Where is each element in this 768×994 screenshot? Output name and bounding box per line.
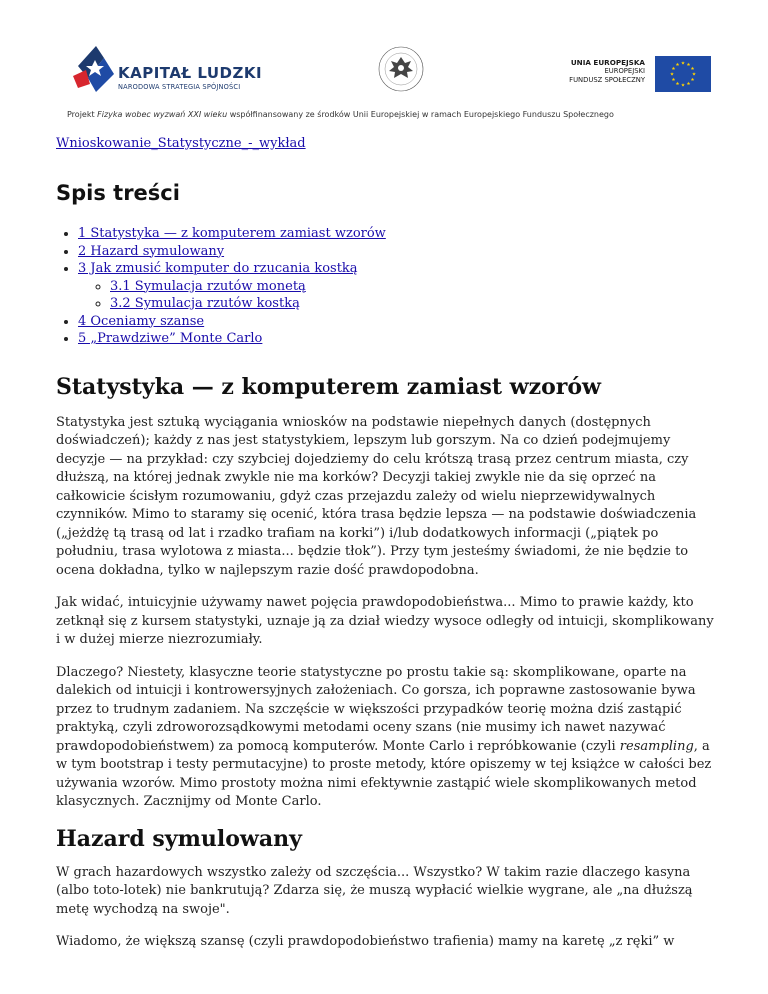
section-2-paragraph-1: W grach hazardowych wszystko zależy od szczęścia... Wszystko? W takim razie dlaczego kasyna (albo toto-lotek) nie bankrutują? Zdarza się, że muszą wypłacić wielkie wygrane, ale „na dłuższą metę wychodzą na swoje". [56,864,693,917]
university-seal-icon [376,44,426,94]
p3-part-b: , a w tym bootstrap i testy permutacyjne) to proste metody, które opiszemy w tej książce w całości bez używania wzorów. Mimo prostoty można nimi efektywnie zastąpić wiele skomplikowanych metod klasycznych. Zacznijmy od Monte Carlo. [56,738,712,809]
section-1-paragraph-1: Statystyka jest sztuką wyciągania wniosków na podstawie niepełnych danych (dostępnych doświadczeń); każdy z nas jest statystykiem, lepszym lub gorszym. Na co dzień podejmujemy decyzje — na przykład: czy szybciej dojedziemy do celu krótszą trasą przez centrum miasta, czy dłuższą, na której jednak zwykle nie ma korków? Decyzji takiej zwykle nie da się oprzeć na całkowicie ścisłym rozumowaniu, gdyż czas przejazdu zależy od wielu nieprzewidywalnych czynników. Mimo to staramy się ocenić, która trasa będzie lepsza — na podstawie doświadczenia („jeżdżę tą trasą od lat i rzadko trafiam na korki”) i/lub dodatkowych informacji („piątek po południu, trasa wylotowa z miasta... będzie tłok”). Przy tym jesteśmy świadomi, że nie będzie to ocena dokładna, tylko w najlepszym razie dość prawdopodobna. [56,414,697,578]
section-2-paragraph-2: Wiadomo, że większą szansę (czyli prawdopodobieństwo trafienia) mamy na karetę „z ręki” w [56,934,675,949]
toc-link-1[interactable]: 1 Statystyka — z komputerem zamiast wzorów [78,226,386,241]
project-title: Fizyka wobec wyzwań XXI wieku [97,110,228,119]
toc-link-3[interactable]: 3 Jak zmusić komputer do rzucania kostką [78,261,358,276]
eu-flag-icon [655,56,711,92]
eu-title: UNIA EUROPEJSKA [570,58,645,67]
breadcrumb-link[interactable]: Wnioskowanie_Statystyczne_-_wykład [56,136,306,151]
toc-sublist [78,278,716,313]
section-1-paragraph-2: Jak widać, intuicyjnie używamy nawet pojęcia prawdopodobieństwa... Mimo to prawie każdy, kto zetknął się z kursem statystyki, uznaje ją za dział wiedzy wysoce odległy od intuicji, skomplikowany i w dużej mierze niezrozumiały. [56,595,714,647]
toc-title: Spis treści [56,181,180,205]
header-banner [0,0,768,130]
toc-item [78,330,716,348]
project-suffix: współfinansowany ze środków Unii Europejskiej w ramach Europejskiego Funduszu Społecznego [227,110,614,119]
toc-item [78,225,716,243]
toc-link-2[interactable]: 2 Hazard symulowany [78,243,225,259]
toc-item [110,295,716,313]
toc-link-4[interactable]: 4 Oceniamy szanse [78,313,205,329]
eu-fund-line2: FUNDUSZ SPOŁECZNY [569,75,645,84]
kapital-ludzki-logo-icon [70,44,120,94]
section-2-heading: Hazard symulowany [56,825,302,852]
logo-subtitle: NARODOWA STRATEGIA SPÓJNOŚCI [118,83,241,91]
toc-link-3-1[interactable]: 3.1 Symulacja rzutów monetą [110,278,306,294]
eu-fund-line1: EUROPEJSKI [604,67,645,75]
toc-item [78,313,716,331]
logo-title: KAPITAŁ LUDZKI [118,64,263,82]
project-prefix: Projekt [67,110,98,119]
p3-part-a: Dlaczego? Niestety, klasyczne teorie statystyczne po prostu takie są: skomplikowane, oparte na dalekich od intuicji i kontrowersyjnych założeniach. Co gorsza, ich poprawne zastosowanie bywa przez to trudnym zadaniem. Na szczęście w większości przypadków teorię można dziś zastąpić praktyką, czyli zdroworozsądkowymi metodami oceny szans (nie musimy ich nawet nazywać prawdopodobieństwem) za pomocą komputerów. Monte Carlo i repróbkowanie (czyli [56,664,696,754]
section-1-paragraph-3 [56,664,716,812]
toc-item [78,243,716,261]
toc-link-3-2[interactable]: 3.2 Symulacja rzutów kostką [110,296,300,311]
toc-item [110,278,716,296]
table-of-contents [56,225,716,348]
project-line [67,110,614,119]
section-1-heading: Statystyka — z komputerem zamiast wzorów [56,373,601,400]
toc-link-5[interactable]: 5 „Prawdziwe” Monte Carlo [78,331,263,346]
eu-text-block [560,58,645,84]
p3-emphasis: resampling [619,738,694,754]
toc-item [78,260,716,313]
article-content [56,128,716,952]
